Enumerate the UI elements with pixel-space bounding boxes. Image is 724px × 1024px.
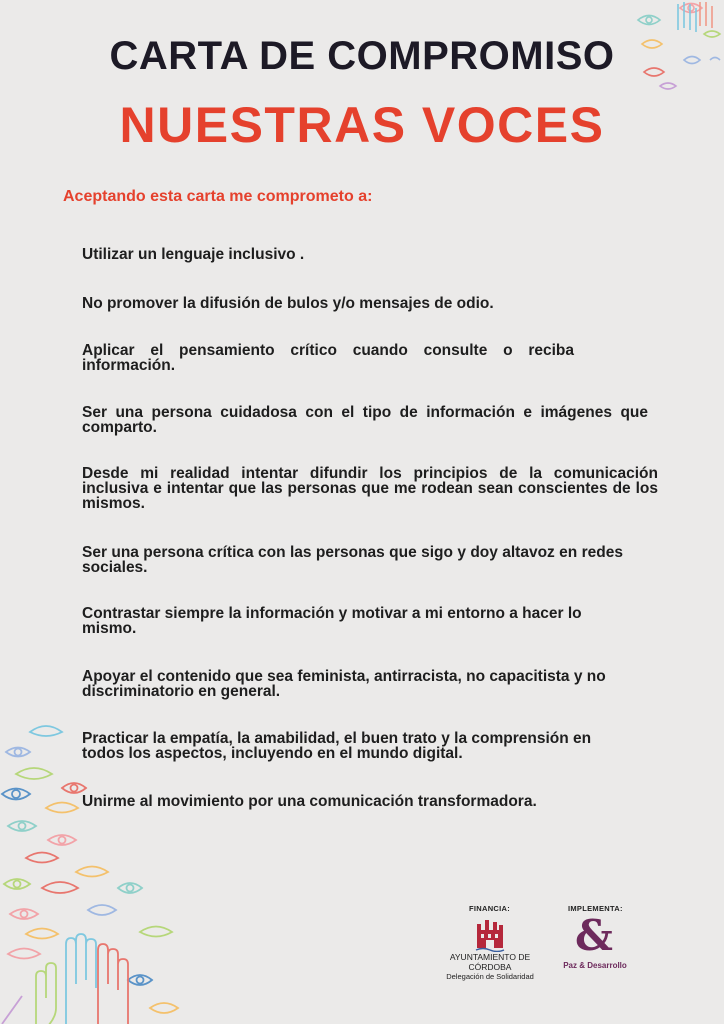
decorative-eyes-lips-hands-bottom	[0, 718, 190, 1024]
ayuntamiento-name: AYUNTAMIENTO DE CÓRDOBA	[449, 952, 531, 972]
paz-desarrollo-ampersand-logo: &	[575, 911, 613, 960]
commitment-item: Aplicar el pensamiento crítico cuando consulte o reciba información.	[82, 342, 574, 374]
commitment-item: Contrastar siempre la información y motivar a mi entorno a hacer lo mismo.	[82, 605, 582, 637]
commitment-item: No promover la difusión de bulos y/o mensajes de odio.	[82, 295, 494, 312]
document-subtitle: NUESTRAS VOCES	[119, 97, 605, 153]
intro-text: Aceptando esta carta me comprometo a:	[63, 188, 373, 205]
commitment-item: Ser una persona cuidadosa con el tipo de información e imágenes que comparto.	[82, 404, 648, 436]
paz-desarrollo-name: Paz & Desarrollo	[563, 961, 627, 970]
commitment-item: Utilizar un lenguaje inclusivo .	[82, 246, 305, 263]
commitment-item: Practicar la empatía, la amabilidad, el buen trato y la comprensión en todos los aspectos, incluyendo en el mundo digital.	[82, 730, 592, 762]
financia-label: FINANCIA:	[469, 904, 511, 913]
ayuntamiento-dept: Delegación de Solidaridad	[446, 972, 534, 981]
ayuntamiento-caption	[430, 952, 550, 982]
implementa-label: IMPLEMENTA:	[568, 904, 623, 913]
commitment-item: Desde mi realidad intentar difundir los principios de la comunicación inclusiva e intentar que las personas que me rodean sean conscientes de los mismos.	[82, 465, 658, 512]
ayuntamiento-cordoba-logo	[474, 918, 506, 952]
commitment-item: Unirme al movimiento por una comunicación transformadora.	[82, 793, 537, 810]
document-title: CARTA DE COMPROMISO	[109, 34, 615, 78]
decorative-eyes-hands-top	[620, 0, 724, 100]
commitment-item: Apoyar el contenido que sea feminista, antirracista, no capacitista y no discriminatorio en general.	[82, 668, 606, 700]
commitment-item: Ser una persona crítica con las personas que sigo y doy altavoz en redes sociales.	[82, 544, 623, 576]
